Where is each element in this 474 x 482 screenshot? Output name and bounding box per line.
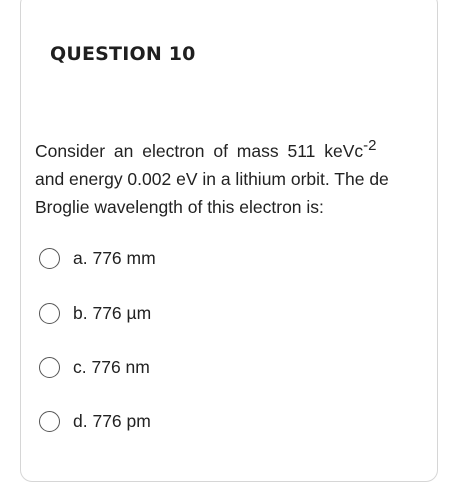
exponent: -2 bbox=[363, 137, 377, 154]
radio-button-a[interactable] bbox=[39, 248, 60, 269]
question-text-line-1 bbox=[35, 137, 420, 165]
option-b-label: b. 776 µm bbox=[73, 302, 152, 323]
question-text-main: Consider an electron of mass 511 keVc bbox=[35, 141, 364, 161]
question-text-line-2: and energy 0.002 eV in a lithium orbit. The de bbox=[35, 169, 389, 189]
option-a[interactable] bbox=[39, 245, 156, 271]
option-d-label: d. 776 pm bbox=[73, 410, 151, 431]
radio-button-d[interactable] bbox=[39, 411, 60, 432]
question-title: QUESTION 10 bbox=[50, 43, 196, 65]
option-b[interactable] bbox=[39, 300, 151, 326]
question-text bbox=[35, 137, 420, 221]
option-a-label: a. 776 mm bbox=[73, 247, 156, 268]
option-c-label: c. 776 nm bbox=[73, 356, 150, 377]
option-c[interactable] bbox=[39, 354, 150, 380]
question-text-line-3: Broglie wavelength of this electron is: bbox=[35, 197, 324, 217]
radio-button-b[interactable] bbox=[39, 303, 60, 324]
option-d[interactable] bbox=[39, 408, 151, 434]
radio-button-c[interactable] bbox=[39, 357, 60, 378]
